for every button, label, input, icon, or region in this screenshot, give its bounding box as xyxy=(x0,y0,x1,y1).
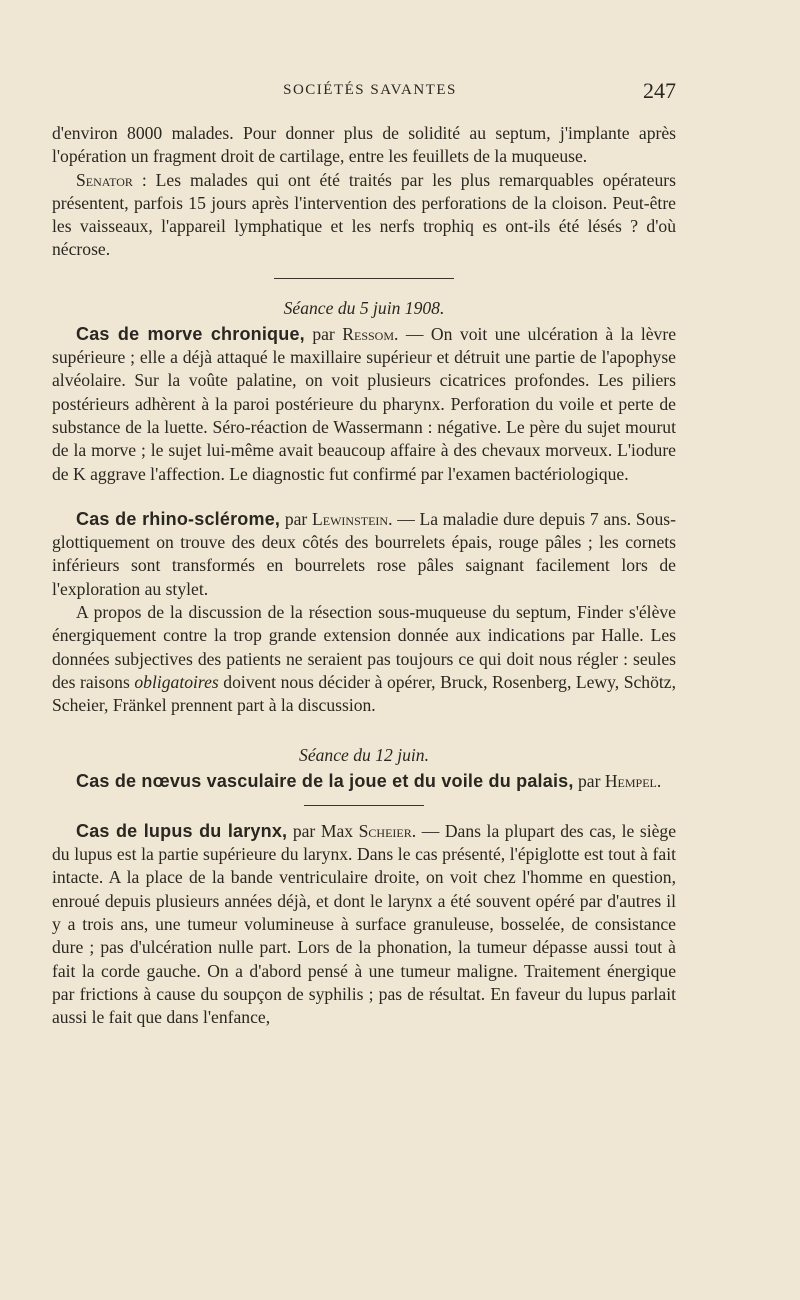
case-lupus xyxy=(52,820,676,1030)
paragraph-gap xyxy=(52,486,676,508)
paragraph-text: d'environ 8000 malades. Pour donner plus de solidité au septum, j'implante après l'opération un fragment droit de cartilage, entre les feuillets de la muqueuse. xyxy=(52,123,676,167)
case-author: Ressom xyxy=(342,323,395,344)
case-text: . — La maladie dure depuis 7 ans. Sous-glottiquement on trouve des deux côtés des bourrelets épais, rouge pâles ; les cornets inférieurs sont transformés en bourrelets rose pâles saignant facilement lors de l'exploration au stylet. xyxy=(52,508,676,599)
page-body xyxy=(52,122,676,1030)
paragraph-text: : Les malades qui ont été traités par les plus remarquables opérateurs présentent, parfois 15 jours après l'intervention des perforations de la cloison. Peut-être les vaisseaux, l'appareil lymphatique et les nerfs trophiq es ont-ils été lésés ? d'où nécrose. xyxy=(52,169,676,260)
paragraph-discussion xyxy=(52,601,676,717)
case-author: Hempel xyxy=(604,770,657,791)
section-divider xyxy=(274,278,454,279)
case-heading: Cas de rhino-sclérome, xyxy=(76,508,281,529)
emphasis-text: obligatoires xyxy=(134,671,219,692)
case-by: par Max xyxy=(287,820,359,841)
case-heading: Cas de morve chronique, xyxy=(76,323,305,344)
speaker-name: Senator xyxy=(76,169,133,190)
paragraph-continuation xyxy=(52,122,676,169)
case-by: par xyxy=(304,323,343,344)
page-number: 247 xyxy=(643,78,676,103)
case-text: . — Dans la plupart des cas, le siège du lupus est la partie supérieure du larynx. Dans le cas présenté, l'épiglotte est tout à fait intacte. A la place de la bande ventriculaire droite, on voit chez l'homme en question, enroué depuis plusieurs années déjà, et dont le larynx a été souvent opéré par d'autres il y a trois ans, une tumeur volumineuse à surface granuleuse, bosselée, de consistance dure ; pas d'ulcération nulle part. Lors de la phonation, la tumeur dépasse aussi tout à fait la corde gauche. On a d'abord pensé à une tumeur maligne. Traitement énergique par frictions à cause du soupçon de syphilis ; pas de résultat. En faveur du lupus parlait aussi le fait que dans l'enfance, xyxy=(52,820,676,1028)
case-rhino-sclerome xyxy=(52,508,676,601)
case-author: Lewinstein xyxy=(312,508,389,529)
section-divider xyxy=(304,805,424,806)
running-title: SOCIÉTÉS SAVANTES xyxy=(283,82,457,98)
case-end: . xyxy=(656,770,662,791)
session-heading-5-juin: Séance du 5 juin 1908. xyxy=(283,297,445,318)
session-heading-12-juin: Séance du 12 juin. xyxy=(299,744,429,765)
case-author: Scheier xyxy=(358,820,412,841)
case-text: . — On voit une ulcération à la lèvre supérieure ; elle a déjà attaqué le maxillaire supérieur et détruit une partie de l'apophyse alvéolaire. Sur la voûte palatine, on voit plusieurs cicatrices profondes. Les piliers postérieurs adhèrent à la paroi postérieure du pharynx. Perforation du voile et perte de substance de la luette. Séro-réaction de Wassermann : négative. Le père du sujet mourut de la morve ; le sujet lui-même avait beaucoup affaire à des chevaux morveux. L'iodure de K aggrave l'affection. Le diagnostic fut confirmé par l'examen bactériologique. xyxy=(52,323,676,484)
paragraph-text: A propos de la discussion de la résection sous-muqueuse du septum, Finder s'élève énergiquement contre la trop grande extension donnée aux indications par Halle. Les données subjectives des patients ne seraient pas toujours ce qui doit nous régler : seules des raisons xyxy=(52,602,676,692)
case-heading: Cas de nœvus vasculaire de la joue et du voile du palais, xyxy=(76,770,574,791)
running-header xyxy=(0,78,800,104)
paragraph-text: doivent nous décider à opérer, Bruck, Rosenberg, Lewy, Schötz, Scheier, Fränkel prennent part à la discussion. xyxy=(52,671,677,716)
case-by: par xyxy=(280,508,313,529)
case-heading: Cas de lupus du larynx, xyxy=(76,820,288,841)
paragraph-senator xyxy=(52,169,676,262)
case-noevus xyxy=(52,770,676,793)
case-morve xyxy=(52,323,676,486)
case-by: par xyxy=(573,770,605,791)
paragraph-gap xyxy=(52,718,676,740)
